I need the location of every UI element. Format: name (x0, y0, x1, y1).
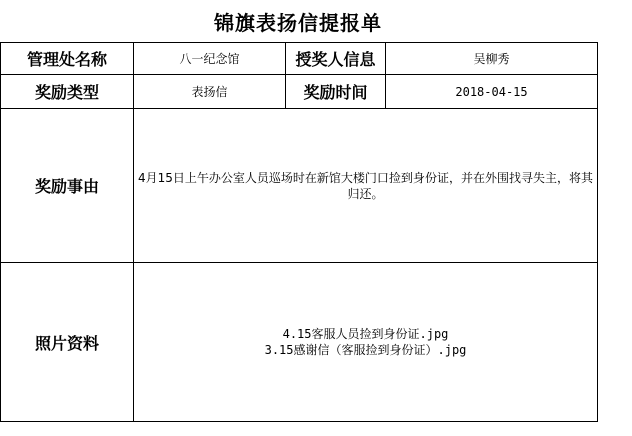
photo-attachment-1[interactable]: 4.15客服人员捡到身份证.jpg (282, 327, 449, 341)
recipient-info-label: 授奖人信息 (286, 43, 386, 75)
row-reason (1, 109, 598, 263)
recipient-info-value: 吴柳秀 (386, 43, 598, 75)
award-form-table (0, 42, 598, 422)
row-org-recipient (1, 43, 598, 75)
photo-attachment-2[interactable]: 3.15感谢信（客服捡到身份证）.jpg (264, 343, 467, 357)
award-type-value: 表扬信 (134, 75, 286, 109)
award-time-value: 2018-04-15 (386, 75, 598, 109)
award-reason-label: 奖励事由 (1, 109, 134, 263)
photo-materials-label: 照片资料 (1, 263, 134, 422)
row-photos (1, 263, 598, 422)
award-type-label: 奖励类型 (1, 75, 134, 109)
row-type-time (1, 75, 598, 109)
photo-materials-list (134, 263, 598, 422)
award-time-label: 奖励时间 (286, 75, 386, 109)
form-title: 锦旗表扬信提报单 (214, 10, 382, 35)
org-name-label: 管理处名称 (1, 43, 134, 75)
award-reason-value: 4月15日上午办公室人员巡场时在新馆大楼门口捡到身份证，并在外围找寻失主，将其归还。 (134, 109, 598, 263)
org-name-value: 八一纪念馆 (134, 43, 286, 75)
